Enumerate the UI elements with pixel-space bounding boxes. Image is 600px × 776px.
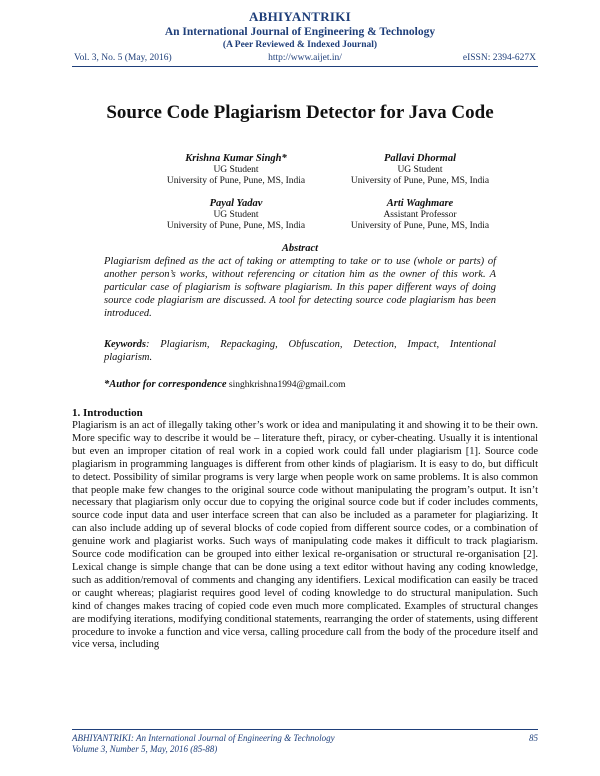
journal-meta-row bbox=[74, 53, 536, 66]
journal-url[interactable]: http://www.aijet.in/ bbox=[268, 53, 342, 63]
abstract-heading: Abstract bbox=[281, 243, 319, 254]
correspondence-label: *Author for correspondence bbox=[104, 379, 227, 390]
journal-name: ABHIYANTRIKI bbox=[248, 9, 352, 24]
keywords bbox=[104, 338, 496, 364]
peer-review-note: (A Peer Reviewed & Indexed Journal) bbox=[222, 40, 378, 50]
keywords-text: : Plagiarism, Repackaging, Obfuscation, Detection, Impact, Intentional plagiarism. bbox=[104, 339, 496, 363]
issn: eISSN: 2394-627X bbox=[462, 53, 536, 63]
keywords-label: Keywords bbox=[104, 339, 146, 350]
author-role: Assistant Professor bbox=[383, 210, 457, 220]
author-block bbox=[300, 197, 540, 232]
author-role: UG Student bbox=[397, 165, 443, 175]
author-name: Krishna Kumar Singh* bbox=[185, 153, 287, 164]
correspondence-email[interactable]: singhkrishna1994@gmail.com bbox=[228, 380, 346, 390]
footer-volume: Volume 3, Number 5, May, 2016 (85-88) bbox=[72, 744, 218, 754]
page-number: 85 bbox=[529, 733, 538, 743]
header-divider bbox=[72, 66, 538, 67]
correspondence bbox=[104, 379, 496, 390]
author-affiliation: University of Pune, Pune, MS, India bbox=[166, 176, 306, 186]
journal-subtitle: An International Journal of Engineering & Technology bbox=[164, 26, 436, 38]
author-name: Arti Waghmare bbox=[386, 198, 454, 209]
volume-info: Vol. 3, No. 5 (May, 2016) bbox=[74, 53, 172, 63]
footer-journal: ABHIYANTRIKI: An International Journal of Engineering & Technology bbox=[72, 733, 335, 743]
paper-title: Source Code Plagiarism Detector for Java Code bbox=[106, 102, 494, 123]
page-footer bbox=[72, 733, 538, 755]
author-block bbox=[300, 152, 540, 187]
author-name: Payal Yadav bbox=[209, 198, 263, 209]
author-role: UG Student bbox=[213, 165, 259, 175]
introduction-text: Plagiarism is an act of illegally taking other’s work or idea and manipulating it and showing it to be their own. More specific way to describe it would be – literature theft, piracy, or cyber-cheating. Usually it is intentional but even an improper citation of real work in a copied work could fall under plagiarism [1]. Source code plagiarism in programming languages is different from other kinds of plagiarism. It is easy to do, but difficult to detect. Possibility of similar programs is very large when people work on same problems. It is also common that people make few changes to the original source code without manipulating the program’s output. It isn’t necessary that plagiarism only occur due to copying the original source code but if coder includes comments, source code input data and user interface screen that can also be included as a parameter for plagiarizing. It can also include adding up of several blocks of code copied from different source codes, or a combination of genuine work and plagiarist works. Such ways of manipulating code makes it difficult to track plagiarism. Source code modification can be grouped into either lexical re-organisation or structural re-organisation [2]. Lexical change is simple change that can be done using a text editor without having any coding knowledge, such as addition/removal of comments and changing any identifiers. Lexical modification can easily be traced or caught whereas; plagiarist requires good level of coding knowledge to do structural manipulation. Such kind of changes makes tracing of copied code even much more complicated. Examples of structural changes are modifying iterations, modifying conditional statements, rearranging the order of statements, using different procedure to invoke a function and vice versa, calling procedure call from the body of the procedure itself and vice versa, including bbox=[72, 420, 538, 651]
section-heading-introduction: 1. Introduction bbox=[72, 407, 143, 419]
author-affiliation: University of Pune, Pune, MS, India bbox=[350, 221, 490, 231]
abstract-text: Plagiarism defined as the act of taking or attempting to take or to use (whole or parts) of another person’s works, without referencing or citation him as the owner of this work. A particular case of plagiarism is software plagiarism. In this paper different ways of doing source code plagiarism are discussed. A tool for detecting source code plagiarism has been introduced. bbox=[104, 256, 496, 319]
footer-divider bbox=[72, 729, 538, 730]
author-name: Pallavi Dhormal bbox=[383, 153, 457, 164]
author-affiliation: University of Pune, Pune, MS, India bbox=[350, 176, 490, 186]
author-affiliation: University of Pune, Pune, MS, India bbox=[166, 221, 306, 231]
author-role: UG Student bbox=[213, 210, 259, 220]
